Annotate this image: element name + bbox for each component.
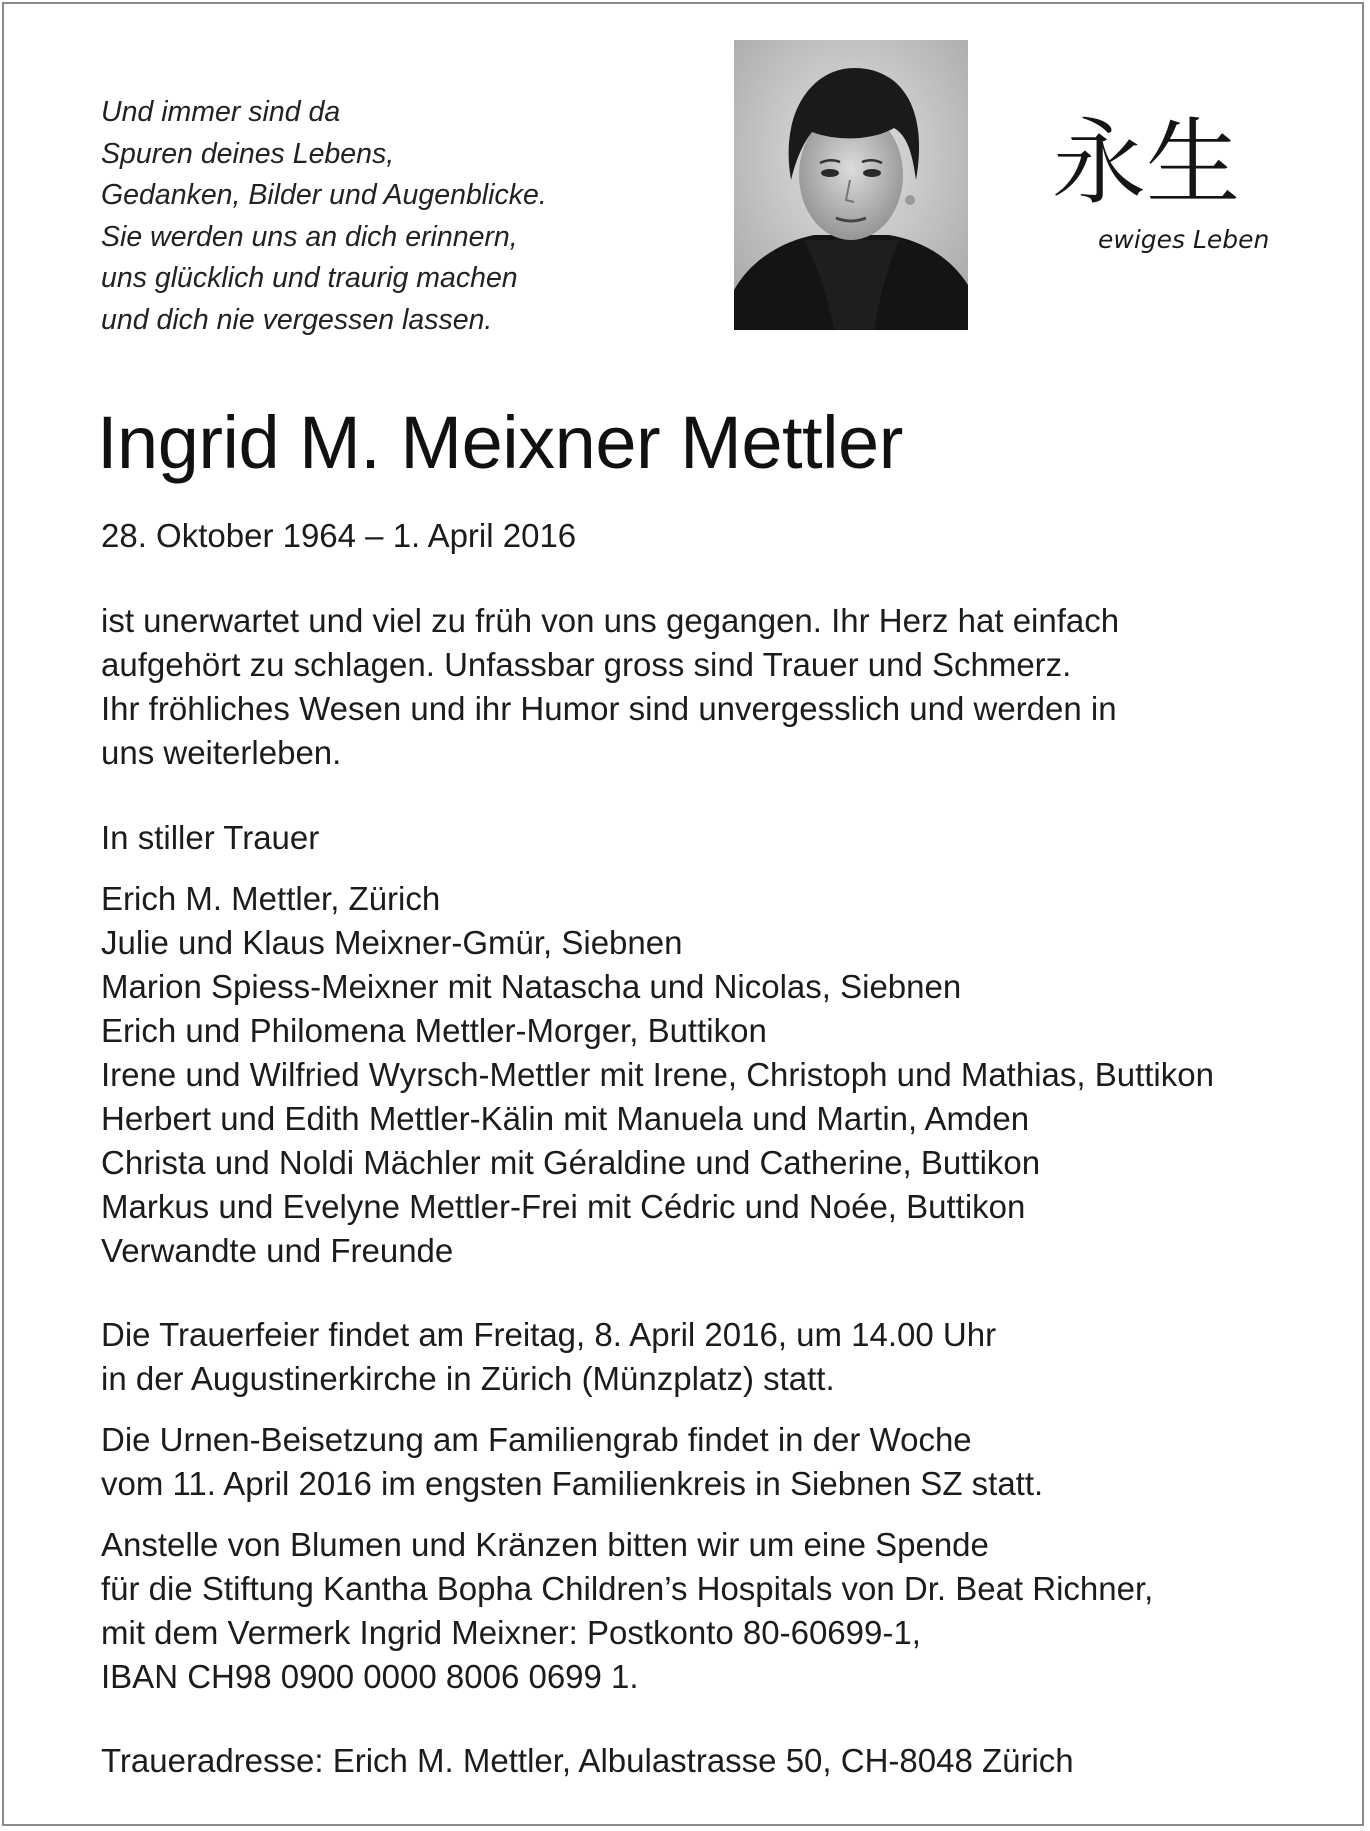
mourning-heading: In stiller Trauer (101, 819, 320, 856)
life-dates: 28. Oktober 1964 – 1. April 2016 (101, 517, 577, 554)
burial-line: Die Urnen-Beisetzung am Familiengrab findet in der Woche (101, 1421, 972, 1458)
deceased-name: Ingrid M. Meixner Mettler (97, 401, 903, 484)
mourner-line: Irene und Wilfried Wyrsch-Mettler mit Irene, Christoph und Mathias, Buttikon (101, 1056, 1214, 1093)
logo-subtitle: ewiges Leben (1098, 225, 1270, 254)
burial-line: vom 11. April 2016 im engsten Familienkreis in Siebnen SZ statt. (101, 1465, 1044, 1502)
poem-line: Spuren deines Lebens, (101, 137, 395, 170)
mourner-line: Erich M. Mettler, Zürich (101, 880, 441, 917)
mourner-line: Erich und Philomena Mettler-Morger, Buttikon (101, 1012, 767, 1049)
mourner-line: Marion Spiess-Meixner mit Natascha und Nicolas, Siebnen (101, 968, 962, 1005)
ceremony-line: Die Trauerfeier findet am Freitag, 8. April 2016, um 14.00 Uhr (101, 1316, 997, 1353)
poem-line: Und immer sind da (101, 96, 341, 128)
mourner-line: Christa und Noldi Mächler mit Géraldine und Catherine, Buttikon (101, 1144, 1041, 1181)
intro-line: uns weiterleben. (101, 734, 342, 771)
donation-line: Anstelle von Blumen und Kränzen bitten wir um eine Spende (101, 1526, 989, 1563)
ceremony-line: in der Augustinerkirche in Zürich (Münzplatz) statt. (101, 1360, 835, 1397)
donation-line: für die Stiftung Kantha Bopha Children’s Hospitals von Dr. Beat Richner, (101, 1570, 1154, 1607)
poem-line: und dich nie vergessen lassen. (101, 303, 493, 336)
logo (1048, 100, 1278, 270)
intro-line: ist unerwartet und viel zu früh von uns gegangen. Ihr Herz hat einfach (101, 602, 1120, 639)
donation-line: IBAN CH98 0900 0000 8006 0699 1. (101, 1658, 639, 1695)
mourner-line: Herbert und Edith Mettler-Kälin mit Manuela und Martin, Amden (101, 1100, 1030, 1137)
mourner-line: Julie und Klaus Meixner-Gmür, Siebnen (101, 924, 683, 961)
poem-line: Gedanken, Bilder und Augenblicke. (101, 179, 547, 211)
portrait-photo (734, 40, 968, 330)
poem-line: Sie werden uns an dich erinnern, (101, 220, 518, 253)
poem (101, 92, 661, 341)
mourner-line: Verwandte und Freunde (101, 1232, 454, 1269)
poem-line: uns glücklich und traurig machen (101, 262, 518, 294)
intro-line: aufgehört zu schlagen. Unfassbar gross sind Trauer und Schmerz. (101, 646, 1072, 683)
donation-line: mit dem Vermerk Ingrid Meixner: Postkonto 80-60699-1, (101, 1614, 921, 1651)
intro-line: Ihr fröhliches Wesen und ihr Humor sind unvergesslich und werden in (101, 690, 1117, 727)
logo-characters: 永生 (1052, 109, 1241, 218)
mourning-address: Traueradresse: Erich M. Mettler, Albulastrasse 50, CH-8048 Zürich (101, 1742, 1074, 1779)
mourner-line: Markus und Evelyne Mettler-Frei mit Cédric und Noée, Buttikon (101, 1188, 1026, 1225)
